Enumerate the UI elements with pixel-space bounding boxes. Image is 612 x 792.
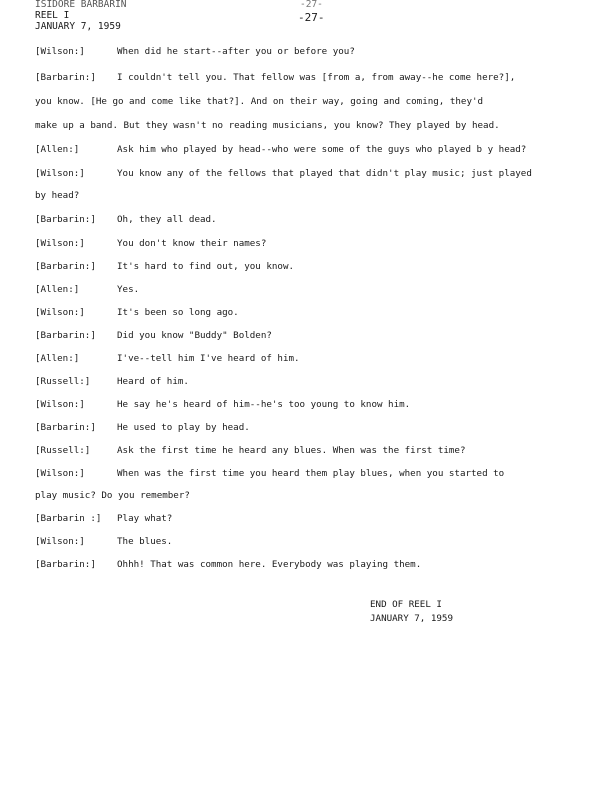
transcript-line xyxy=(35,559,595,570)
utterance-text: by head? xyxy=(35,190,80,201)
utterance-text: Ask the first time he heard any blues. When was the first time? xyxy=(117,445,466,456)
speaker-label: [Russell:] xyxy=(35,376,91,387)
transcript-line xyxy=(35,307,595,318)
transcript-line xyxy=(35,353,595,364)
utterance-text: Heard of him. xyxy=(117,376,189,387)
speaker-label: [Wilson:] xyxy=(35,307,85,318)
transcript-line xyxy=(35,72,595,83)
speaker-label: [Russell:] xyxy=(35,445,91,456)
transcript-line xyxy=(35,96,595,107)
transcript-line xyxy=(35,144,595,155)
transcript-line xyxy=(35,168,595,179)
utterance-text: Did you know "Buddy" Bolden? xyxy=(117,330,272,341)
utterance-text: I've--tell him I've heard of him. xyxy=(117,353,300,364)
header-reel: REEL I xyxy=(35,10,70,21)
utterance-text: It's hard to find out, you know. xyxy=(117,261,295,272)
utterance-text: You don't know their names? xyxy=(117,238,267,249)
transcript-line xyxy=(35,490,595,501)
speaker-label: [Wilson:] xyxy=(35,46,85,57)
end-of-reel xyxy=(370,598,453,626)
utterance-text: He say he's heard of him--he's too young to know him. xyxy=(117,399,411,410)
transcript-line xyxy=(35,46,595,57)
header-name: ISIDORE BARBARIN xyxy=(35,0,127,10)
page-number-faint: -27- xyxy=(300,0,323,10)
utterance-text: you know. [He go and come like that?]. And on their way, going and coming, they'd xyxy=(35,96,484,107)
transcript-line xyxy=(35,468,595,479)
utterance-text: make up a band. But they wasn't no reading musicians, you know? They played by head. xyxy=(35,120,500,131)
transcript-line xyxy=(35,190,595,201)
speaker-label: [Barbarin :] xyxy=(35,513,102,524)
transcript-line xyxy=(35,536,595,547)
speaker-label: [Allen:] xyxy=(35,353,80,364)
speaker-label: [Allen:] xyxy=(35,144,80,155)
transcript-line xyxy=(35,513,595,524)
speaker-label: [Barbarin:] xyxy=(35,559,96,570)
page-number: -27- xyxy=(298,11,325,24)
transcript-line xyxy=(35,214,595,225)
utterance-text: play music? Do you remember? xyxy=(35,490,190,501)
transcript-line xyxy=(35,261,595,272)
utterance-text: Play what? xyxy=(117,513,173,524)
transcript-line xyxy=(35,399,595,410)
end-of-reel-label: END OF REEL I xyxy=(370,599,442,610)
end-of-reel-date: JANUARY 7, 1959 xyxy=(370,613,453,624)
header-date: JANUARY 7, 1959 xyxy=(35,21,121,32)
utterance-text: The blues. xyxy=(117,536,173,547)
speaker-label: [Barbarin:] xyxy=(35,261,96,272)
transcript-line xyxy=(35,120,595,131)
utterance-text: When was the first time you heard them play blues, when you started to xyxy=(117,468,505,479)
utterance-text: Yes. xyxy=(117,284,140,295)
speaker-label: [Allen:] xyxy=(35,284,80,295)
speaker-label: [Wilson:] xyxy=(35,536,85,547)
speaker-label: [Wilson:] xyxy=(35,168,85,179)
utterance-text: It's been so long ago. xyxy=(117,307,239,318)
utterance-text: He used to play by head. xyxy=(117,422,250,433)
utterance-text: I couldn't tell you. That fellow was [from a, from away--he come here?], xyxy=(117,72,516,83)
transcript-line xyxy=(35,422,595,433)
utterance-text: Ohhh! That was common here. Everybody was playing them. xyxy=(117,559,422,570)
transcript-line xyxy=(35,284,595,295)
transcript-line xyxy=(35,376,595,387)
speaker-label: [Barbarin:] xyxy=(35,214,96,225)
utterance-text: Ask him who played by head--who were some of the guys who played b y head? xyxy=(117,144,527,155)
utterance-text: Oh, they all dead. xyxy=(117,214,217,225)
speaker-label: [Wilson:] xyxy=(35,468,85,479)
speaker-label: [Barbarin:] xyxy=(35,330,96,341)
transcript-line xyxy=(35,330,595,341)
transcript-line xyxy=(35,238,595,249)
speaker-label: [Barbarin:] xyxy=(35,422,96,433)
transcript-line xyxy=(35,445,595,456)
speaker-label: [Wilson:] xyxy=(35,399,85,410)
utterance-text: You know any of the fellows that played that didn't play music; just played xyxy=(117,168,532,179)
speaker-label: [Barbarin:] xyxy=(35,72,96,83)
speaker-label: [Wilson:] xyxy=(35,238,85,249)
utterance-text: When did he start--after you or before you? xyxy=(117,46,355,57)
